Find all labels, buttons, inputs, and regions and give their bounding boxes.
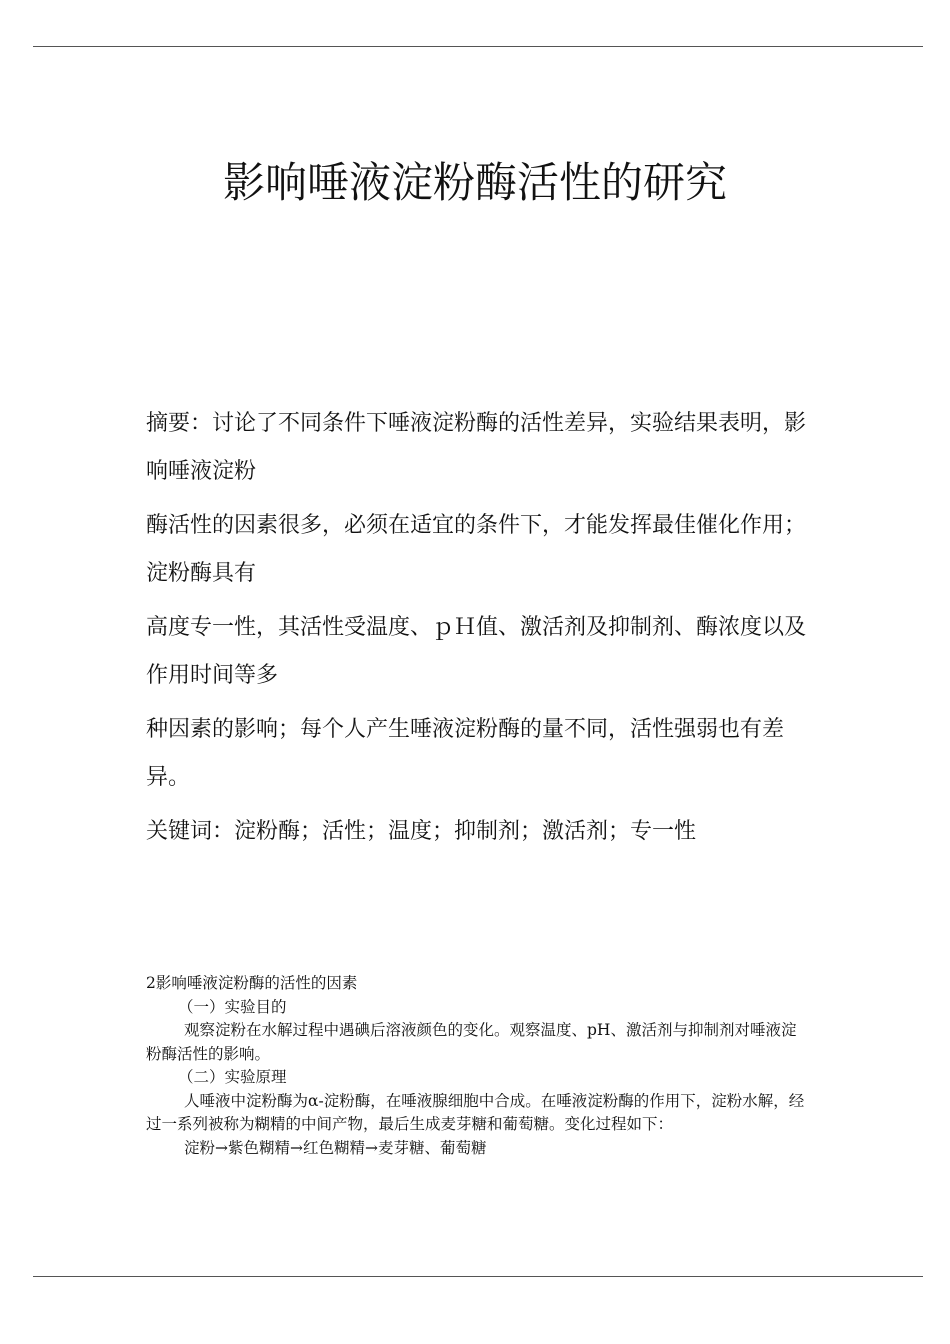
abstract-paragraph: 摘要：讨论了不同条件下唾液淀粉酶的活性差异，实验结果表明，影响唾液淀粉 (146, 411, 807, 484)
keywords-line: 关键词：淀粉酶；活性；温度；抑制剂；激活剂；专一性 (146, 819, 697, 844)
abstract-block (146, 400, 806, 862)
process-line: 淀粉→紫色糊精→红色糊精→麦芽糖、葡萄糖 (184, 1138, 487, 1157)
abstract-paragraph: 高度专一性，其活性受温度、ｐＨ值、激活剂及抑制剂、酶浓度以及作用时间等多 (146, 615, 807, 688)
abstract-paragraph: 种因素的影响；每个人产生唾液淀粉酶的量不同，活性强弱也有差异。 (146, 717, 785, 790)
subsection-text-principle: 人唾液中淀粉酶为α-淀粉酶，在唾液腺细胞中合成。在唾液淀粉酶的作用下，淀粉水解，经过一系列被称为糊精的中间产物，最后生成麦芽糖和葡萄糖。变化过程如下： (146, 1091, 805, 1133)
top-rule (33, 46, 923, 47)
subsection-text-purpose: 观察淀粉在水解过程中遇碘后溶液颜色的变化。观察温度、pH、激活剂与抑制剂对唾液淀粉酶活性的影响。 (146, 1021, 797, 1063)
section-heading: 2影响唾液淀粉酶的活性的因素 (146, 974, 358, 992)
body-section (146, 972, 806, 1160)
subsection-heading-purpose: （一）实验目的 (178, 997, 287, 1016)
bottom-rule (33, 1276, 923, 1277)
subsection-heading-principle: （二）实验原理 (178, 1068, 287, 1086)
document-title: 影响唾液淀粉酶活性的研究 (222, 158, 727, 207)
abstract-paragraph: 酶活性的因素很多，必须在适宜的条件下，才能发挥最佳催化作用；淀粉酶具有 (146, 513, 807, 586)
